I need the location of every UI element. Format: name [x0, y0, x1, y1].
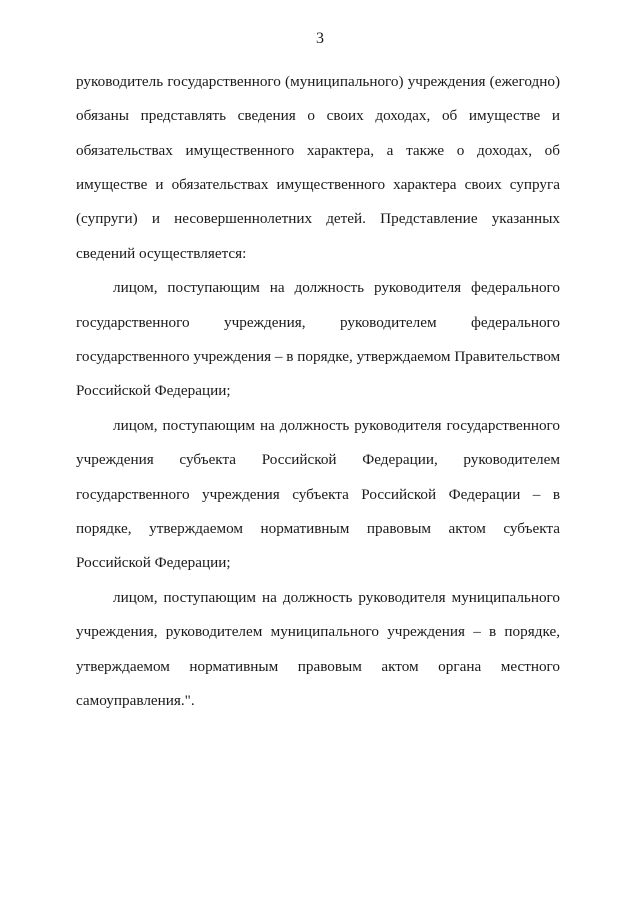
- text-line: Российской Федерации;: [76, 382, 231, 399]
- text-line: имуществе и обязательствах имущественного характера своих супруга: [76, 176, 560, 193]
- text-line: государственного учреждения субъекта Российской Федерации – в: [76, 486, 560, 503]
- text-line: обязаны представлять сведения о своих доходах, об имуществе и: [76, 107, 560, 124]
- page-number: 3: [316, 30, 324, 47]
- text-line: утверждаемом нормативным правовым актом органа местного: [76, 658, 560, 675]
- text-line: обязательствах имущественного характера, а также о доходах, об: [76, 142, 560, 159]
- text-line: учреждения, руководителем муниципального учреждения – в порядке,: [76, 623, 560, 640]
- paragraph-first-line: лицом, поступающим на должность руководителя государственного: [113, 417, 560, 434]
- text-line: государственного учреждения, руководителем федерального: [76, 314, 560, 331]
- text-line: руководитель государственного (муниципального) учреждения (ежегодно): [76, 73, 560, 90]
- text-line: порядке, утверждаемом нормативным правовым актом субъекта: [76, 520, 560, 537]
- text-line: сведений осуществляется:: [76, 245, 247, 262]
- paragraph-first-line: лицом, поступающим на должность руководителя федерального: [113, 279, 560, 296]
- text-line: Российской Федерации;: [76, 554, 231, 571]
- text-line: государственного учреждения – в порядке, утверждаемом Правительством: [76, 348, 561, 365]
- text-line: (супруги) и несовершеннолетних детей. Представление указанных: [76, 210, 560, 227]
- paragraph-first-line: лицом, поступающим на должность руководителя муниципального: [113, 589, 560, 606]
- text-line: самоуправления.".: [76, 692, 195, 709]
- text-line: учреждения субъекта Российской Федерации, руководителем: [76, 451, 560, 468]
